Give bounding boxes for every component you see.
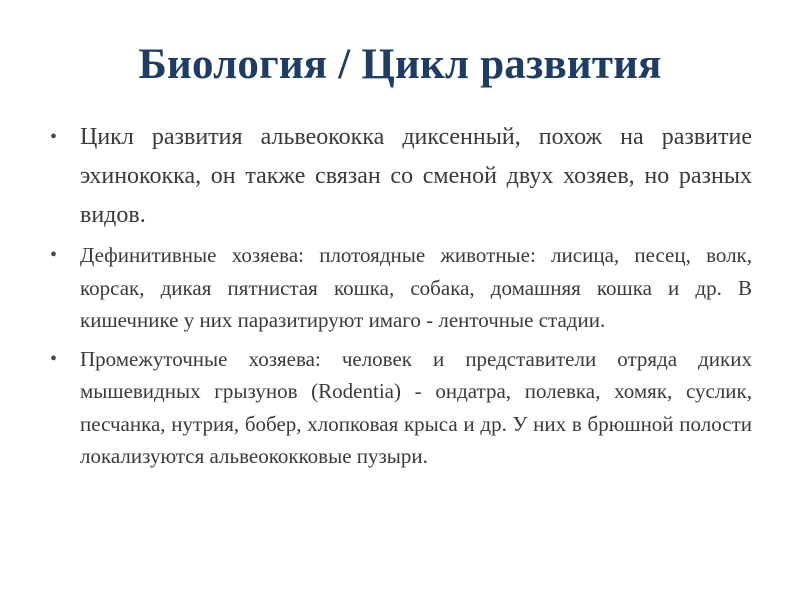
bullet-text: Промежуточные хозяева: человек и представители отряда диких мышевидных грызунов (Rodentia) - ондатра, полевка, хомяк, суслик, песчанка, нутрия, бобер, хлопковая крыса и др. У них в брюшной полости локализуются альвеококковые пузыри. <box>80 346 752 468</box>
bullet-text: Цикл развития альвеококка диксенный, похож на развитие эхинококка, он также связан со сменой двух хозяев, но разных видов. <box>80 124 752 228</box>
bullet-marker-icon: • <box>50 126 58 148</box>
bullet-list <box>50 118 752 473</box>
bullet-marker-icon: • <box>50 347 58 370</box>
slide-title: Биология / Цикл развития <box>138 41 662 88</box>
bullet-marker-icon: • <box>50 244 58 266</box>
bullet-item <box>50 343 752 473</box>
bullet-item <box>50 118 752 235</box>
bullet-item <box>50 239 752 337</box>
bullet-text: Дефинитивные хозяева: плотоядные животные: лисица, песец, волк, корсак, дикая пятнистая кошка, собака, домашняя кошка и др. В кишечнике у них паразитируют имаго - ленточные стадии. <box>80 243 752 332</box>
